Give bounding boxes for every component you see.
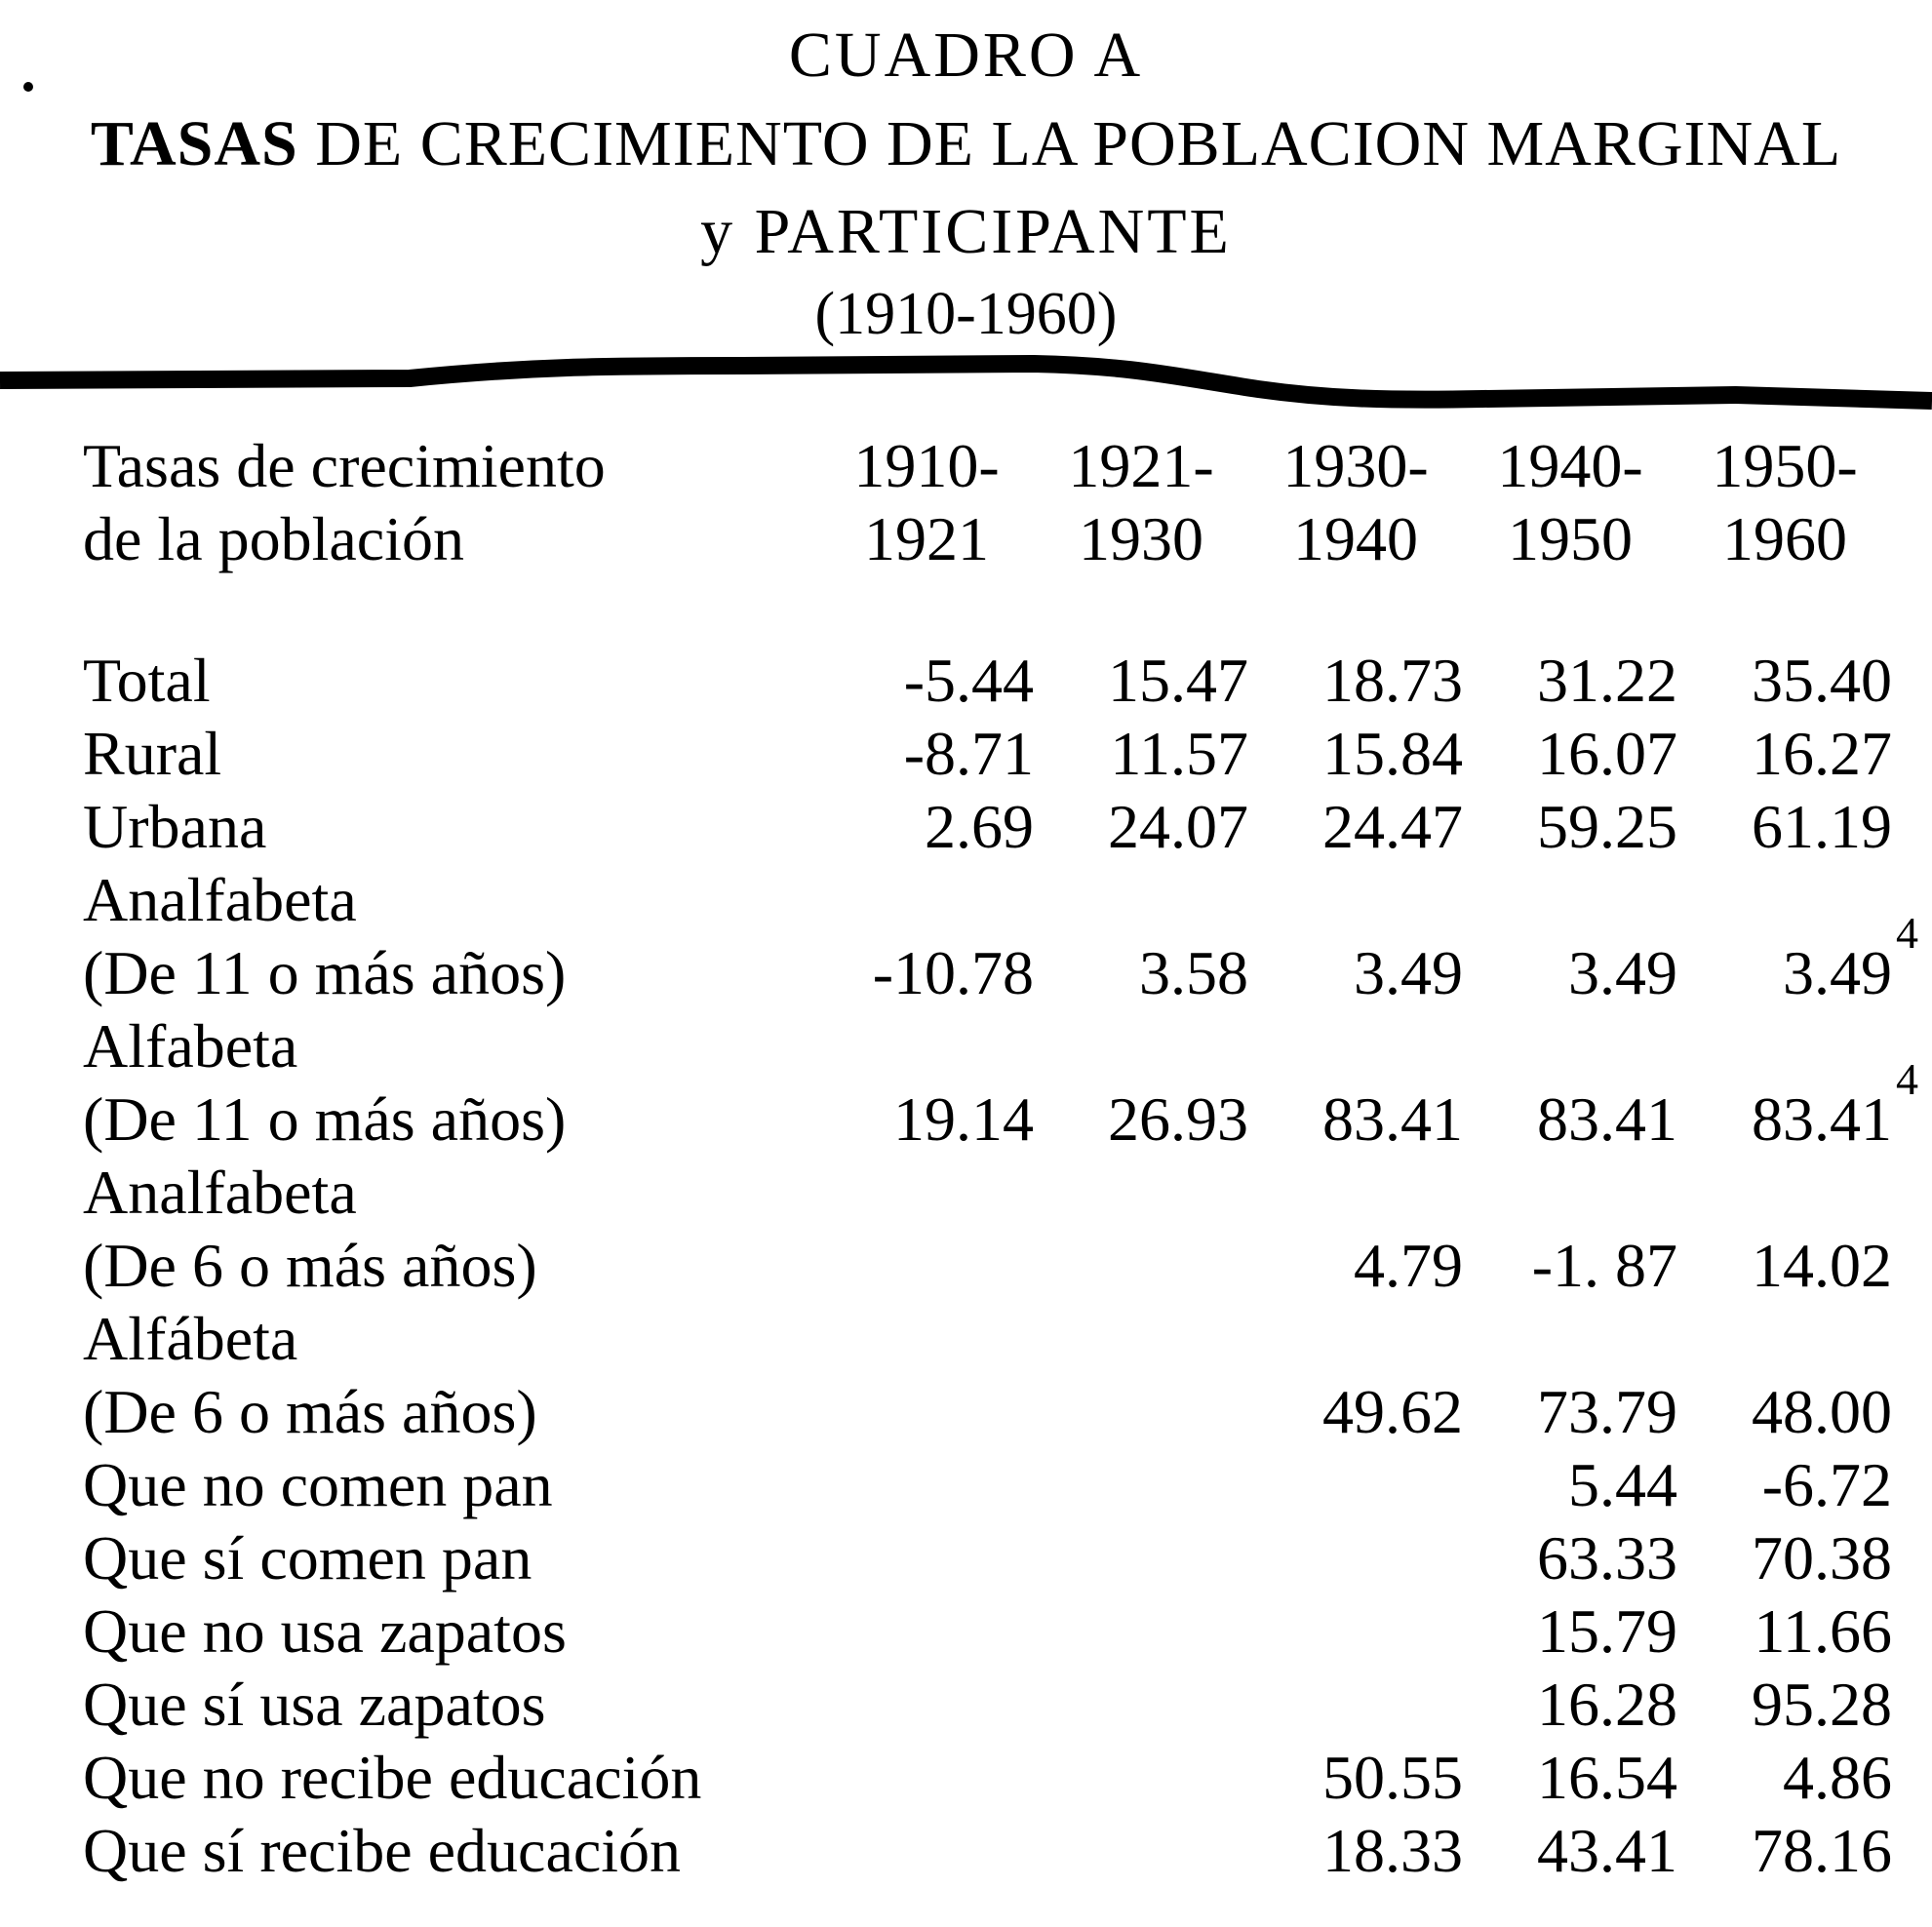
table-row xyxy=(83,863,1918,1009)
value-cell xyxy=(1248,1594,1463,1668)
column-header-top: 1930- xyxy=(1282,431,1429,500)
value-cell: -5.44 xyxy=(903,646,1034,715)
table-row xyxy=(83,1009,1918,1156)
value-cell: 11.66 xyxy=(1754,1596,1892,1666)
value-with-footnote xyxy=(1752,1054,1918,1156)
row-label xyxy=(83,1302,819,1448)
row-label-line: Que no usa zapatos xyxy=(83,1596,567,1666)
value-cell xyxy=(1034,1741,1248,1814)
header-label-line: Tasas de crecimiento xyxy=(83,431,606,500)
spacer-cell xyxy=(83,575,819,644)
table-row xyxy=(83,1814,1892,1887)
table-header-label xyxy=(83,429,819,575)
value-cell: -8.71 xyxy=(903,719,1034,788)
row-label-line: Alfábeta xyxy=(83,1304,298,1373)
spacer-row xyxy=(83,575,1892,644)
page-title-word1: TASAS xyxy=(90,108,298,179)
value-cell: 48.00 xyxy=(1752,1377,1892,1446)
column-header xyxy=(1677,429,1892,575)
value-cell: 26.93 xyxy=(1108,1084,1248,1154)
column-header-bottom: 1960 xyxy=(1722,504,1847,573)
value: 3.49 xyxy=(1783,938,1892,1007)
row-label-line: (De 6 o más años) xyxy=(83,1377,537,1446)
table-row xyxy=(83,717,1892,790)
value-cell: 16.27 xyxy=(1752,719,1892,788)
row-label xyxy=(83,1741,819,1814)
growth-rates-table xyxy=(83,429,1918,1887)
value-cell xyxy=(1248,1521,1463,1594)
value-cell xyxy=(1248,1448,1463,1521)
value-cell: 16.07 xyxy=(1537,719,1677,788)
row-label-line: Que sí usa zapatos xyxy=(83,1670,546,1739)
value-with-footnote xyxy=(1783,908,1918,1009)
value-cell: 63.33 xyxy=(1537,1523,1677,1593)
value-cell: 78.16 xyxy=(1752,1816,1892,1885)
value-cell: 50.55 xyxy=(1322,1743,1463,1812)
table-row xyxy=(83,644,1892,717)
row-label-line: Que sí comen pan xyxy=(83,1523,532,1593)
column-header-top: 1940- xyxy=(1497,431,1643,500)
value: 83.41 xyxy=(1752,1084,1892,1154)
value-cell: 61.19 xyxy=(1752,792,1892,861)
column-header-bottom: 1940 xyxy=(1293,504,1418,573)
value-cell: 18.73 xyxy=(1322,646,1463,715)
value-cell xyxy=(1034,1521,1248,1594)
footnote-marker: 4 xyxy=(1896,908,1918,958)
column-header xyxy=(1034,429,1248,575)
row-label xyxy=(83,1521,819,1594)
row-label-line: Rural xyxy=(83,719,222,788)
value-cell: 16.28 xyxy=(1537,1670,1677,1739)
row-label-line: (De 6 o más años) xyxy=(83,1231,537,1300)
value-cell: 3.49 xyxy=(1354,938,1463,1007)
column-header-bottom: 1930 xyxy=(1079,504,1203,573)
table-row xyxy=(83,1156,1892,1302)
column-header xyxy=(1248,429,1463,575)
value-cell: 24.07 xyxy=(1108,792,1248,861)
row-label-line: Que no comen pan xyxy=(83,1450,553,1519)
value-cell: 83.41 xyxy=(1537,1084,1677,1154)
row-label-line: (De 11 o más años) xyxy=(83,1084,567,1154)
row-label-line: Que no recibe educación xyxy=(83,1743,702,1812)
row-label-line: Total xyxy=(83,646,211,715)
row-label xyxy=(83,717,819,790)
value-cell xyxy=(819,1156,1034,1302)
value-cell: 70.38 xyxy=(1752,1523,1892,1593)
column-header-bottom: 1950 xyxy=(1508,504,1633,573)
value-cell: 43.41 xyxy=(1537,1816,1677,1885)
column-header xyxy=(819,429,1034,575)
value-cell: -1. 87 xyxy=(1531,1231,1677,1300)
value-cell xyxy=(1034,1448,1248,1521)
value-cell: 83.41 xyxy=(1322,1084,1463,1154)
title-block xyxy=(0,0,1932,355)
value-cell: 11.57 xyxy=(1110,719,1248,788)
row-label xyxy=(83,1448,819,1521)
value-cell xyxy=(1677,1009,1918,1156)
table-row xyxy=(83,1521,1892,1594)
row-label xyxy=(83,863,819,1009)
value-cell xyxy=(1034,1156,1248,1302)
value-cell xyxy=(819,1448,1034,1521)
value-cell: 18.33 xyxy=(1322,1816,1463,1885)
page-title-rest: DE CRECIMIENTO DE LA POBLACION MARGINAL xyxy=(297,108,1842,179)
value-cell: 14.02 xyxy=(1752,1231,1892,1300)
header-label-line: de la población xyxy=(83,504,464,573)
row-label-line: Analfabeta xyxy=(83,865,357,934)
row-label-line: (De 11 o más años) xyxy=(83,938,567,1007)
value-cell: 73.79 xyxy=(1537,1377,1677,1446)
row-label xyxy=(83,644,819,717)
table-row xyxy=(83,790,1892,863)
value-cell: 19.14 xyxy=(893,1084,1034,1154)
value-cell xyxy=(1034,1302,1248,1448)
table-row xyxy=(83,1741,1892,1814)
value-cell: 15.79 xyxy=(1537,1596,1677,1666)
page-subtitle: y PARTICIPANTE xyxy=(700,196,1232,267)
value-cell: 3.49 xyxy=(1568,938,1677,1007)
table-row xyxy=(83,1448,1892,1521)
row-label-line: Urbana xyxy=(83,792,267,861)
value-cell: -6.72 xyxy=(1761,1450,1892,1519)
value-cell: 49.62 xyxy=(1322,1377,1463,1446)
value-cell: 15.84 xyxy=(1322,719,1463,788)
column-header-top: 1950- xyxy=(1712,431,1858,500)
row-label xyxy=(83,1814,819,1887)
value-cell xyxy=(819,1302,1034,1448)
value-cell: 15.47 xyxy=(1108,646,1248,715)
row-label-line: Que sí recibe educación xyxy=(83,1816,682,1885)
table-number-heading: CUADRO A xyxy=(788,20,1144,91)
row-label xyxy=(83,790,819,863)
value-cell: 95.28 xyxy=(1752,1670,1892,1739)
column-header-top: 1921- xyxy=(1068,431,1214,500)
value-cell xyxy=(819,1741,1034,1814)
table-header-row xyxy=(83,429,1892,575)
table-row xyxy=(83,1302,1892,1448)
value-cell xyxy=(819,1668,1034,1741)
row-label xyxy=(83,1009,819,1156)
value-cell xyxy=(819,1814,1034,1887)
value-cell: 3.58 xyxy=(1139,938,1248,1007)
value-cell xyxy=(1677,863,1918,1009)
row-label-line: Alfabeta xyxy=(83,1011,298,1081)
column-header xyxy=(1463,429,1677,575)
value-cell: 35.40 xyxy=(1752,646,1892,715)
row-label xyxy=(83,1156,819,1302)
value-cell: 24.47 xyxy=(1322,792,1463,861)
value-cell: 5.44 xyxy=(1568,1450,1677,1519)
page-title xyxy=(0,98,1932,191)
table-row xyxy=(83,1668,1892,1741)
value-cell: 4.79 xyxy=(1354,1231,1463,1300)
date-range: (1910-1960) xyxy=(814,281,1118,347)
value-cell xyxy=(1248,1668,1463,1741)
row-label xyxy=(83,1668,819,1741)
value-cell: 16.54 xyxy=(1537,1743,1677,1812)
column-header-top: 1910- xyxy=(853,431,1000,500)
footnote-marker: 4 xyxy=(1896,1054,1918,1104)
value-cell xyxy=(819,1594,1034,1668)
value-cell xyxy=(1034,1594,1248,1668)
horizontal-rule xyxy=(0,355,1932,413)
table-row xyxy=(83,1594,1892,1668)
row-label xyxy=(83,1594,819,1668)
value-cell: -10.78 xyxy=(872,938,1034,1007)
value-cell: 31.22 xyxy=(1537,646,1677,715)
value-cell: 4.86 xyxy=(1783,1743,1892,1812)
value-cell xyxy=(819,1521,1034,1594)
value-cell: 2.69 xyxy=(925,792,1034,861)
ink-speck xyxy=(23,82,33,92)
value-cell: 59.25 xyxy=(1537,792,1677,861)
value-cell xyxy=(1034,1668,1248,1741)
value-cell xyxy=(1034,1814,1248,1887)
row-label-line: Analfabeta xyxy=(83,1158,357,1227)
column-header-bottom: 1921 xyxy=(864,504,989,573)
